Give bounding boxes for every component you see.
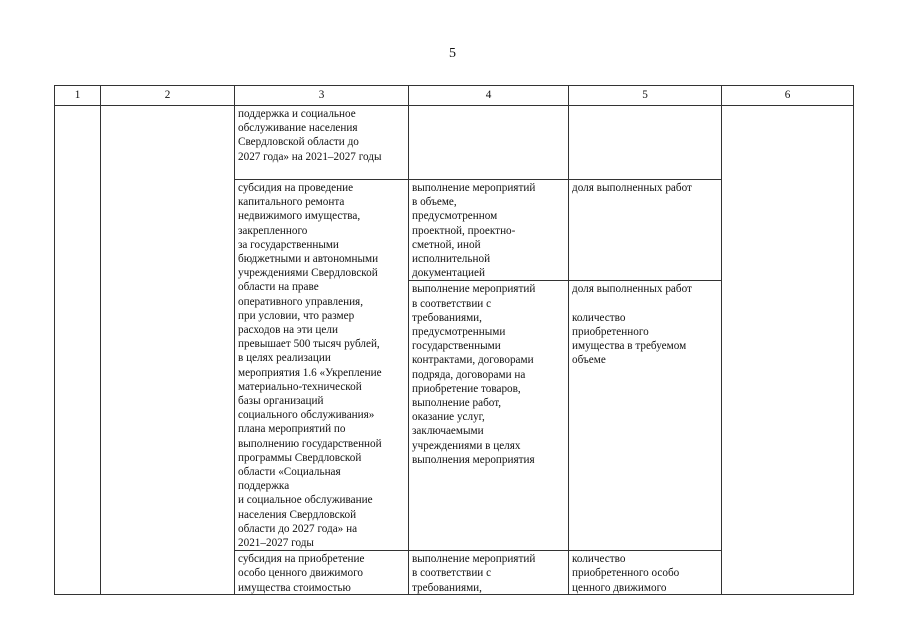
cell-row1-col4 — [409, 106, 569, 180]
header-col-3: 3 — [235, 86, 409, 106]
cell-row3-col5 — [569, 551, 722, 595]
header-col-4: 4 — [409, 86, 569, 106]
header-col-1: 1 — [55, 86, 101, 106]
cell-col-6 — [722, 106, 854, 595]
cell-row3-col4 — [409, 551, 569, 595]
cell-col-1 — [55, 106, 101, 595]
cell-col-2 — [101, 106, 235, 595]
table-row — [55, 106, 854, 180]
header-col-5: 5 — [569, 86, 722, 106]
cell-row2-col3: субсидия на проведение капитального ремонта недвижимого имущества, закрепленного за государственными бюджетными и автономными учреждениями Свердловской области на праве оперативного управления, при условии, что размер расходов на эти цели превышает 500 тысяч рублей, в целях реализации мероприятия 1.6 «Укрепление материально-технической базы организаций социального обслуживания» плана мероприятий по выполнению государственной программы Свердловской области «Социальная поддержка и социальное обслуживание населения Свердловской области до 2027 года» на 2021–2027 годы — [235, 180, 409, 551]
cell-row2a-col5: доля выполненных работ — [569, 180, 722, 281]
header-col-2: 2 — [101, 86, 235, 106]
page-number: 5 — [449, 46, 456, 61]
cell-row3-col3-text: субсидия на приобретение особо ценного движимого имущества стоимостью — [238, 553, 365, 594]
header-row — [55, 86, 854, 106]
cell-row2b-col4: выполнение мероприятий в соответствии с требованиями, предусмотренными государственными контрактами, договорами подряда, договорами на приобретение товаров, выполнение работ, оказание услуг, заключаемыми учреждениями в целях выполнения мероприятия — [409, 281, 569, 551]
cell-row2b-col5 — [569, 281, 722, 551]
cell-row2b-col5-line2: количество приобретенного имущества в требуемом объеме — [572, 311, 687, 367]
cell-row3-col3 — [235, 551, 409, 595]
program-table — [54, 85, 854, 595]
cell-row3-col5-text: количество приобретенного особо ценного движимого — [572, 553, 680, 594]
cell-row1-col5 — [569, 106, 722, 180]
cell-row2b-col5-line1: доля выполненных работ — [572, 283, 692, 296]
cell-row1-col3: поддержка и социальное обслуживание населения Свердловской области до 2027 года» на 2021–2027 годы — [235, 106, 409, 180]
cell-row2a-col4: выполнение мероприятий в объеме, предусмотренном проектной, проектно- сметной, иной исполнительной документацией — [409, 180, 569, 281]
header-col-6: 6 — [722, 86, 854, 106]
cell-row3-col4-text: выполнение мероприятий в соответствии с требованиями, — [412, 553, 536, 594]
